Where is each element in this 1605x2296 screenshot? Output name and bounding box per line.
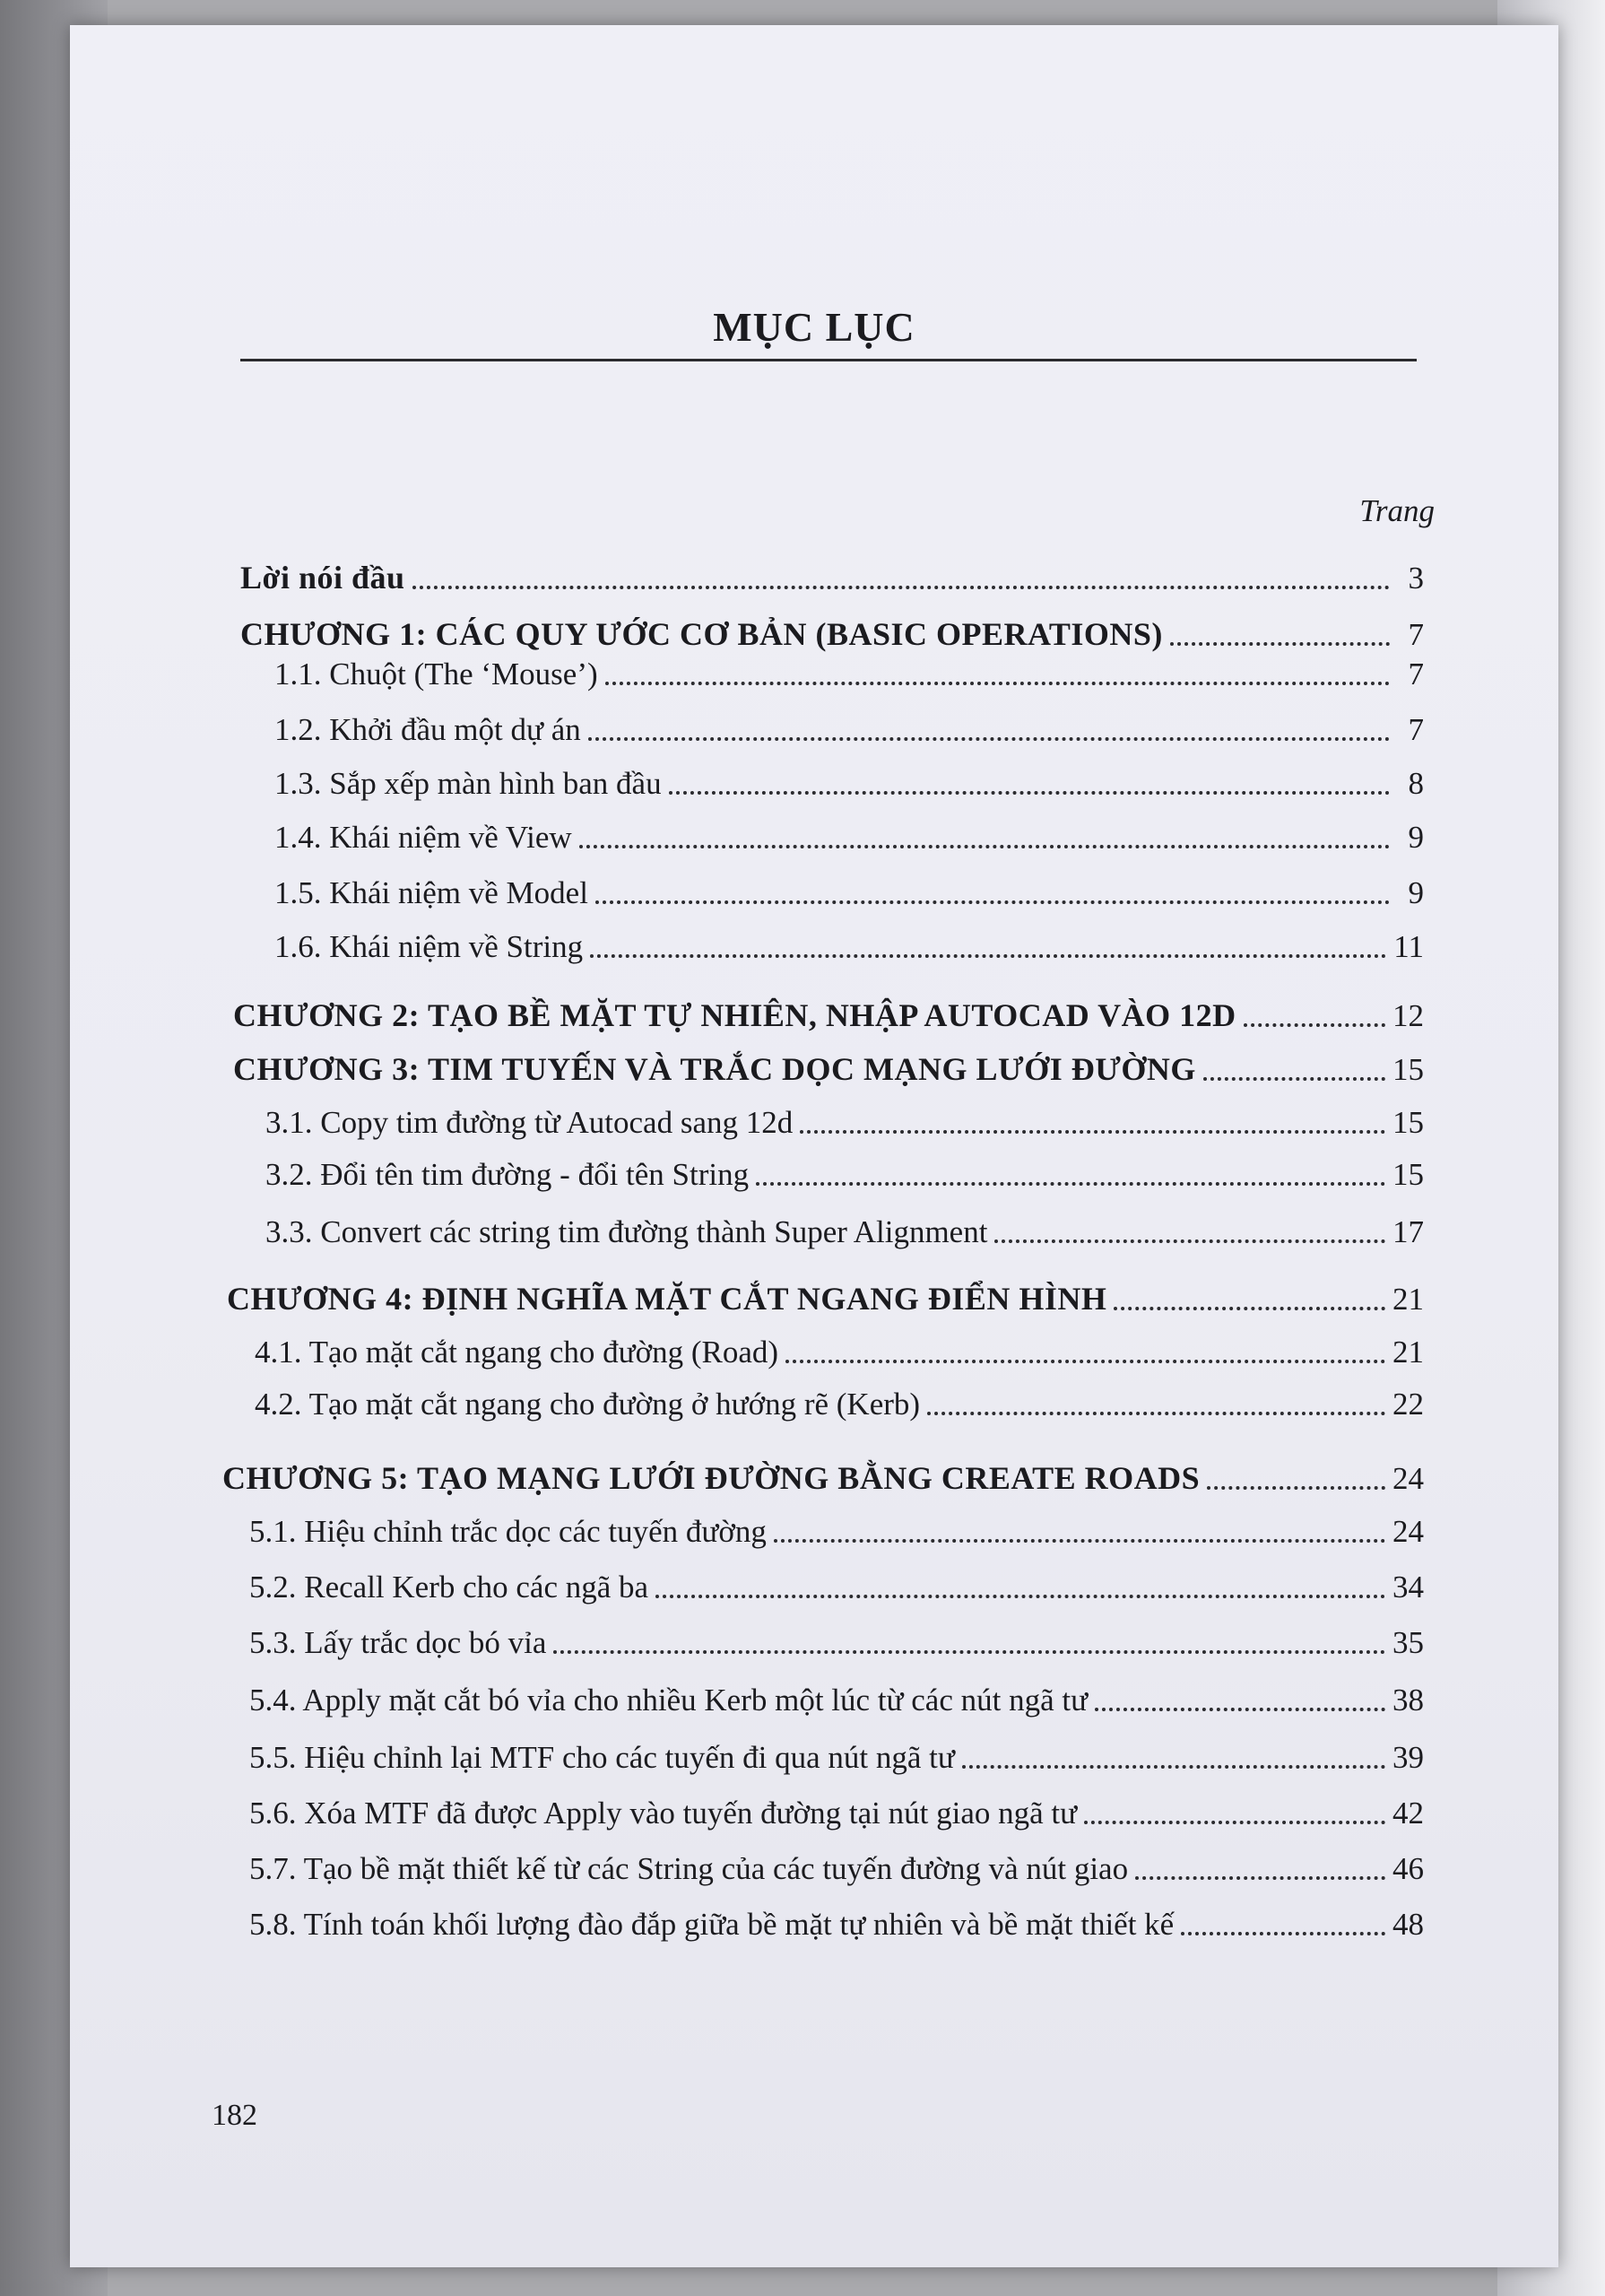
toc-entry <box>255 1331 1424 1374</box>
dot-leader <box>579 845 1390 848</box>
toc-entry <box>233 1048 1424 1091</box>
toc-entry <box>233 994 1424 1038</box>
toc-entry-label: 5.5. Hiệu chỉnh lại MTF cho các tuyến đi qua nút ngã tư <box>249 1740 955 1775</box>
toc-entry-page: 35 <box>1392 1625 1424 1660</box>
toc-entry <box>265 1153 1424 1196</box>
dot-leader <box>1135 1876 1385 1880</box>
toc-entry <box>222 1457 1424 1500</box>
toc-entry <box>274 762 1424 805</box>
page-title: MỤC LỤC <box>713 304 915 350</box>
toc-entry <box>274 709 1424 752</box>
toc-entry <box>240 556 1424 600</box>
toc-entry-page: 7 <box>1408 657 1424 691</box>
toc-entry <box>265 1211 1424 1254</box>
toc-entry <box>249 1622 1424 1665</box>
toc-entry <box>265 1101 1424 1144</box>
toc-entry-label: 4.2. Tạo mặt cắt ngang cho đường ở hướng rẽ (Kerb) <box>255 1387 921 1422</box>
toc-entry <box>274 816 1424 859</box>
toc-entry-label: 5.8. Tính toán khối lượng đào đắp giữa bề mặt tự nhiên và bề mặt thiết kế <box>249 1907 1175 1942</box>
toc-entry <box>249 1736 1424 1779</box>
toc-entry-label: CHƯƠNG 5: TẠO MẠNG LƯỚI ĐƯỜNG BẰNG CREATE ROADS <box>222 1460 1201 1496</box>
dot-leader <box>1170 642 1390 646</box>
toc-entry-label: 1.4. Khái niệm về View <box>274 820 572 855</box>
toc-entry-page: 39 <box>1392 1740 1424 1775</box>
dot-leader <box>655 1595 1385 1598</box>
toc-entry-page: 7 <box>1408 712 1424 747</box>
page-number: 182 <box>212 2099 257 2132</box>
toc-entry-label: CHƯƠNG 3: TIM TUYẾN VÀ TRẮC DỌC MẠNG LƯỚI ĐƯỜNG <box>233 1051 1196 1087</box>
dot-leader <box>595 900 1390 904</box>
toc-entry-page: 15 <box>1392 1052 1424 1087</box>
toc-entry <box>255 1383 1424 1426</box>
toc-entry-page: 48 <box>1392 1907 1424 1942</box>
toc-entry-label: CHƯƠNG 4: ĐỊNH NGHĨA MẶT CẮT NGANG ĐIỂN HÌNH <box>227 1281 1107 1317</box>
toc-entry-page: 15 <box>1392 1157 1424 1192</box>
toc-entry-label: 5.3. Lấy trắc dọc bó vỉa <box>249 1625 547 1660</box>
toc-entry-page: 46 <box>1392 1851 1424 1886</box>
page-column-header: Trang <box>1359 493 1435 528</box>
toc-entry-label: CHƯƠNG 2: TẠO BỀ MẶT TỰ NHIÊN, NHẬP AUTOCAD VÀO 12D <box>233 997 1236 1033</box>
toc-entry <box>249 1679 1424 1722</box>
dot-leader <box>756 1182 1385 1186</box>
toc-entry <box>274 653 1424 696</box>
toc-entry-page: 9 <box>1408 820 1424 855</box>
toc-entry-page: 8 <box>1408 766 1424 801</box>
toc-entry <box>274 926 1424 969</box>
toc-entry-label: 1.1. Chuột (The ‘Mouse’) <box>274 657 598 691</box>
toc-entry-label: 5.1. Hiệu chỉnh trắc dọc các tuyến đường <box>249 1514 767 1549</box>
dot-leader <box>785 1360 1385 1363</box>
toc-entry-label: 3.2. Đổi tên tim đường - đổi tên String <box>265 1157 750 1192</box>
toc-entry-label: 5.7. Tạo bề mặt thiết kế từ các String của các tuyến đường và nút giao <box>249 1851 1129 1886</box>
toc-entry <box>274 872 1424 915</box>
toc-entry-page: 15 <box>1392 1105 1424 1140</box>
dot-leader <box>927 1412 1385 1415</box>
dot-leader <box>553 1650 1385 1654</box>
dot-leader <box>1114 1307 1385 1310</box>
toc-entry <box>240 613 1424 657</box>
toc-entry-label: 5.2. Recall Kerb cho các ngã ba <box>249 1570 649 1605</box>
dot-leader <box>1084 1821 1385 1824</box>
toc-entry-page: 42 <box>1392 1796 1424 1831</box>
toc-entry-label: 3.1. Copy tim đường từ Autocad sang 12d <box>265 1105 794 1140</box>
toc-entry-page: 34 <box>1392 1570 1424 1605</box>
toc-entry-page: 21 <box>1392 1335 1424 1370</box>
toc-entry-label: 3.3. Convert các string tim đường thành Super Alignment <box>265 1214 988 1249</box>
dot-leader <box>774 1539 1385 1543</box>
toc-entry <box>249 1903 1424 1946</box>
toc-entry-label: 5.6. Xóa MTF đã được Apply vào tuyến đường tại nút giao ngã tư <box>249 1796 1078 1831</box>
dot-leader <box>1207 1486 1385 1490</box>
toc-entry-label: 4.1. Tạo mặt cắt ngang cho đường (Road) <box>255 1335 779 1370</box>
toc-entry-page: 7 <box>1408 617 1424 652</box>
dot-leader <box>1203 1077 1385 1081</box>
toc-entry <box>227 1277 1424 1321</box>
document-page <box>70 25 1558 2267</box>
title-rule <box>240 359 1417 361</box>
toc-entry-page: 22 <box>1392 1387 1424 1422</box>
toc-entry-page: 24 <box>1392 1461 1424 1496</box>
dot-leader <box>994 1239 1385 1243</box>
toc-entry-page: 38 <box>1392 1683 1424 1718</box>
dot-leader <box>588 737 1390 741</box>
toc-entry-page: 24 <box>1392 1514 1424 1549</box>
toc-entry-page: 9 <box>1408 875 1424 910</box>
toc-entry-label: 5.4. Apply mặt cắt bó vỉa cho nhiều Kerb một lúc từ các nút ngã tư <box>249 1683 1089 1718</box>
dot-leader <box>669 791 1390 795</box>
dot-leader <box>1244 1023 1385 1027</box>
toc-entry <box>249 1792 1424 1835</box>
toc-entry-label: CHƯƠNG 1: CÁC QUY ƯỚC CƠ BẢN (BASIC OPERATIONS) <box>240 616 1163 652</box>
dot-leader <box>412 586 1390 589</box>
toc-entry <box>249 1848 1424 1891</box>
toc-entry <box>249 1566 1424 1609</box>
dot-leader <box>1181 1932 1385 1935</box>
toc-entry-label: 1.6. Khái niệm về String <box>274 929 584 964</box>
dot-leader <box>605 682 1390 685</box>
toc-entry-label: 1.3. Sắp xếp màn hình ban đầu <box>274 766 662 801</box>
toc-entry-label: Lời nói đầu <box>240 560 405 596</box>
dot-leader <box>1095 1708 1385 1711</box>
toc-entry-page: 17 <box>1392 1214 1424 1249</box>
toc-entry-label: 1.5. Khái niệm về Model <box>274 875 588 910</box>
toc-entry-page: 3 <box>1408 561 1424 596</box>
toc-entry-label: 1.2. Khởi đầu một dự án <box>274 712 581 747</box>
dot-leader <box>590 954 1386 958</box>
toc-entry-page: 11 <box>1393 929 1424 964</box>
dot-leader <box>800 1130 1385 1134</box>
toc-entry <box>249 1510 1424 1553</box>
toc-entry-page: 21 <box>1392 1282 1424 1317</box>
dot-leader <box>962 1765 1385 1769</box>
toc-entry-page: 12 <box>1392 998 1424 1033</box>
